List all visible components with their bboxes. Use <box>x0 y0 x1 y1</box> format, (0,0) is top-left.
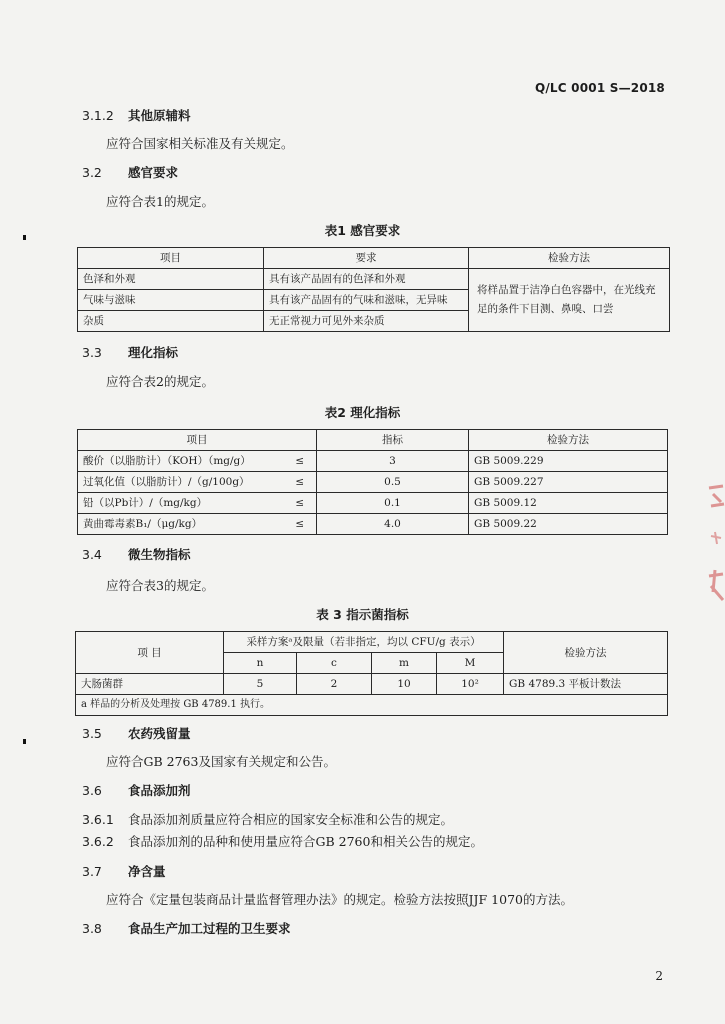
table-cell: ≤ <box>284 514 317 535</box>
section-title: 其他原辅料 <box>128 108 191 123</box>
section-number: 3.7 <box>82 864 102 879</box>
section-text: 食品添加剂质量应符合相应的国家安全标准和公告的规定。 <box>128 812 454 827</box>
table-row <box>78 472 668 493</box>
seal-stamp-icon <box>703 480 725 610</box>
table-header: 采样方案ᵃ及限量（若非指定，均以 CFU/g 表示） <box>224 632 504 653</box>
section-number: 3.8 <box>82 921 102 936</box>
table-cell: 0.5 <box>317 472 469 493</box>
table-header: c <box>297 653 372 674</box>
table-cell: GB 4789.3 平板计数法 <box>504 674 668 695</box>
table-cell: 酸价（以脂肪计）（KOH）（mg/g） <box>78 451 284 472</box>
table-header: 要求 <box>264 248 469 269</box>
section-3-2-text: 应符合表1的规定。 <box>106 194 214 209</box>
table-cell: ≤ <box>284 493 317 514</box>
table-2-caption: 表2 理化指标 <box>324 405 401 420</box>
section-3-7-text: 应符合《定量包装商品计量监督管理办法》的规定。检验方法按照JJF 1070的方法。 <box>106 892 573 907</box>
section-title: 食品生产加工过程的卫生要求 <box>128 921 291 936</box>
table-cell: 2 <box>297 674 372 695</box>
table-row <box>78 493 668 514</box>
section-3-4-text: 应符合表3的规定。 <box>106 578 214 593</box>
scan-mark <box>23 739 26 744</box>
table-cell: GB 5009.227 <box>469 472 668 493</box>
table-cell: 0.1 <box>317 493 469 514</box>
table-cell: 10 <box>372 674 437 695</box>
table-row <box>78 451 668 472</box>
section-3-5-heading <box>82 724 191 742</box>
section-title: 理化指标 <box>128 345 179 360</box>
section-3-2-heading <box>82 163 178 181</box>
section-3-1-2-text: 应符合国家相关标准及有关规定。 <box>106 136 294 151</box>
section-3-5-text: 应符合GB 2763及国家有关规定和公告。 <box>106 754 336 769</box>
table-header: 项目 <box>78 248 264 269</box>
table-1-caption: 表1 感官要求 <box>324 223 401 238</box>
table-2-physicochemical <box>77 429 668 535</box>
seal-stamp-fragment <box>703 480 725 610</box>
table-header: 项 目 <box>76 632 224 674</box>
table-cell: 无正常视力可见外来杂质 <box>264 311 469 332</box>
table-note-row <box>76 695 668 716</box>
table-3-microbial <box>75 631 668 716</box>
table-cell: 黄曲霉毒素B₁/（μg/kg） <box>78 514 284 535</box>
table-cell: 具有该产品固有的色泽和外观 <box>264 269 469 290</box>
table-header: n <box>224 653 297 674</box>
table-cell: 4.0 <box>317 514 469 535</box>
table-header: m <box>372 653 437 674</box>
table-header-row <box>78 430 668 451</box>
table-header: 检验方法 <box>504 632 668 674</box>
table-cell-method: 将样品置于洁净白色容器中，在光线充足的条件下目测、鼻嗅、口尝 <box>469 269 670 332</box>
section-text: 食品添加剂的品种和使用量应符合GB 2760和相关公告的规定。 <box>128 834 483 849</box>
section-3-8-heading <box>82 919 291 937</box>
table-cell: 大肠菌群 <box>76 674 224 695</box>
section-3-7-heading <box>82 862 166 880</box>
table-cell: 过氧化值（以脂肪计）/（g/100g） <box>78 472 284 493</box>
table-cell: 气味与滋味 <box>78 290 264 311</box>
section-number: 3.3 <box>82 345 102 360</box>
table-cell: ≤ <box>284 472 317 493</box>
section-number: 3.6.1 <box>82 812 114 827</box>
table-row <box>78 514 668 535</box>
table-cell: ≤ <box>284 451 317 472</box>
table-cell: 杂质 <box>78 311 264 332</box>
table-cell: 铅（以Pb计）/（mg/kg） <box>78 493 284 514</box>
section-number: 3.5 <box>82 726 102 741</box>
section-3-6-2 <box>82 832 483 850</box>
section-number: 3.4 <box>82 547 102 562</box>
table-cell: 色泽和外观 <box>78 269 264 290</box>
document-code: Q/LC 0001 S—2018 <box>534 81 665 95</box>
table-cell: GB 5009.12 <box>469 493 668 514</box>
section-number: 3.6.2 <box>82 834 114 849</box>
scan-mark <box>23 235 26 240</box>
table-header-row <box>76 632 668 653</box>
table-header: 检验方法 <box>469 430 668 451</box>
section-number: 3.6 <box>82 783 102 798</box>
section-3-3-heading <box>82 343 178 361</box>
table-cell: GB 5009.22 <box>469 514 668 535</box>
table-header: 项目 <box>78 430 317 451</box>
section-title: 微生物指标 <box>128 547 191 562</box>
table-1-sensory <box>77 247 670 332</box>
section-3-6-1 <box>82 810 453 828</box>
table-header-row <box>78 248 670 269</box>
section-3-3-text: 应符合表2的规定。 <box>106 374 214 389</box>
page-number: 2 <box>655 969 663 983</box>
section-3-1-2-heading <box>82 106 191 124</box>
table-cell: 具有该产品固有的气味和滋味，无异味 <box>264 290 469 311</box>
table-cell: 5 <box>224 674 297 695</box>
table-row <box>76 674 668 695</box>
section-title: 食品添加剂 <box>128 783 191 798</box>
table-cell: GB 5009.229 <box>469 451 668 472</box>
table-cell: 3 <box>317 451 469 472</box>
section-3-4-heading <box>82 545 191 563</box>
table-header: 指标 <box>317 430 469 451</box>
table-header: M <box>437 653 504 674</box>
table-cell: 10² <box>437 674 504 695</box>
table-3-caption: 表 3 指示菌指标 <box>316 607 409 622</box>
section-3-6-heading <box>82 781 191 799</box>
table-note: a 样品的分析及处理按 GB 4789.1 执行。 <box>76 695 668 716</box>
section-title: 净含量 <box>128 864 166 879</box>
table-header: 检验方法 <box>469 248 670 269</box>
section-title: 感官要求 <box>128 165 179 180</box>
section-number: 3.1.2 <box>82 108 114 123</box>
section-title: 农药残留量 <box>128 726 191 741</box>
section-number: 3.2 <box>82 165 102 180</box>
table-row <box>78 269 670 290</box>
